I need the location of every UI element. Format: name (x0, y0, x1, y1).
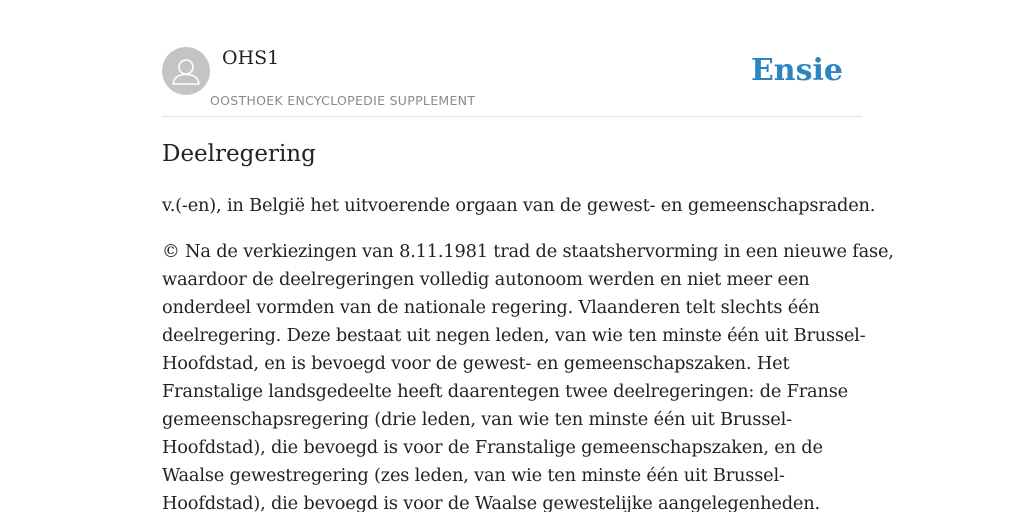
header (162, 46, 862, 117)
definition-text: v.(-en), in België het uitvoerende orgaan van de gewest- en gemeenschapsraden. (162, 195, 876, 216)
article (162, 138, 894, 512)
brand-logo[interactable]: Ensie (750, 53, 843, 88)
body-line: Hoofdstad, en is bevoegd voor de gewest- en gemeenschapszaken. Het (162, 353, 790, 374)
source-label[interactable]: OOSTHOEK ENCYCLOPEDIE SUPPLEMENT (210, 93, 476, 108)
body-line: Franstalige landsgedeelte heeft daarentegen twee deelregeringen: de Franse (162, 381, 848, 402)
body-line: deelregering. Deze bestaat uit negen leden, van wie ten minste één uit Brussel- (162, 325, 866, 346)
body-line: waardoor de deelregeringen volledig autonoom werden en niet meer een (162, 269, 810, 290)
body-line: Hoofdstad), die bevoegd is voor de Franstalige gemeenschapszaken, en de (162, 437, 823, 458)
page-title: Deelregering (162, 141, 316, 167)
user-icon (162, 47, 210, 95)
author-name[interactable]: OHS1 (222, 47, 280, 69)
body-line: Waalse gewestregering (zes leden, van wie ten minste één uit Brussel- (162, 465, 785, 486)
avatar[interactable] (162, 47, 210, 95)
body-line: onderdeel vormden van de nationale regering. Vlaanderen telt slechts één (162, 297, 820, 318)
article-body (162, 238, 894, 512)
body-line: Hoofdstad), die bevoegd is voor de Waalse gewestelijke aangelegenheden. (162, 493, 820, 512)
body-line: © Na de verkiezingen van 8.11.1981 trad de staatshervorming in een nieuwe fase, (162, 241, 894, 262)
body-line: gemeenschapsregering (drie leden, van wie ten minste één uit Brussel- (162, 409, 792, 430)
